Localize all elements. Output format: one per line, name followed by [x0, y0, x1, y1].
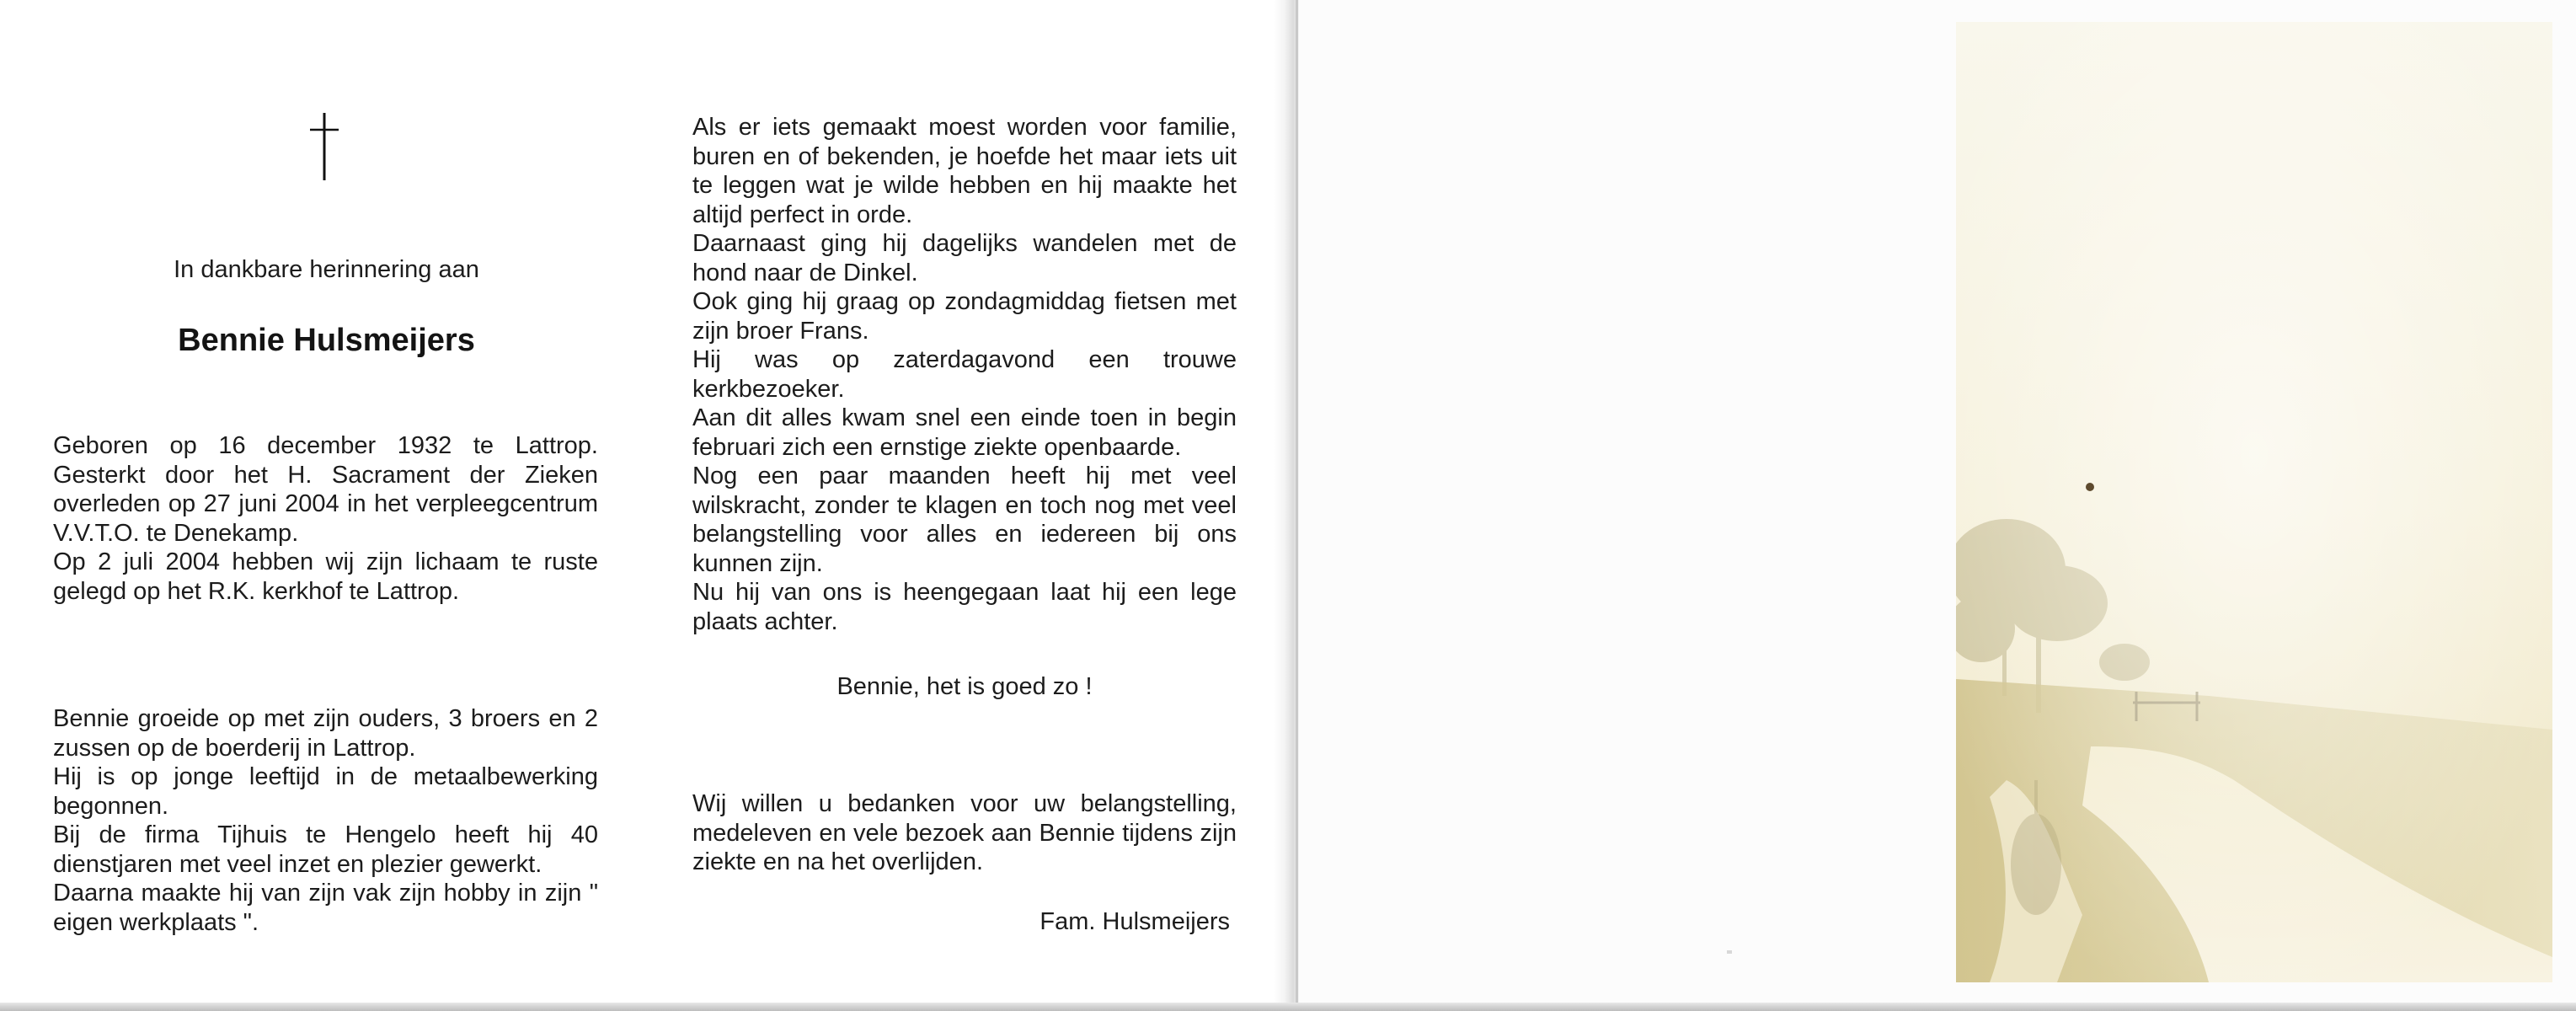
- deceased-name: Bennie Hulsmeijers: [178, 323, 475, 358]
- life-dates-paragraph: Geboren op 16 december 1932 te Lattrop. Gesterkt door het H. Sacrament der Zieken overleden op 27 juni 2004 in het verpleegcentrum V.V.T.O. te Denekamp.: [53, 432, 598, 547]
- character-block: [692, 113, 1237, 636]
- card-bottom-edge: [0, 1003, 2576, 1011]
- motto: Bennie, het is goed zo !: [836, 673, 1093, 700]
- dedication-line: In dankbare herinnering aan: [174, 256, 479, 283]
- hobby-paragraph: Daarna maakte hij van zijn vak zijn hobby in zijn " eigen werkplaats ".: [53, 880, 598, 936]
- burial-paragraph: Op 2 juli 2004 hebben wij zijn lichaam te ruste gelegd op het R.K. kerkhof te Lattrop.: [53, 548, 598, 605]
- biography-block: [53, 704, 598, 937]
- landscape-photo: [1956, 22, 2552, 982]
- helpful-paragraph: Als er iets gemaakt moest worden voor familie, buren en of bekenden, je hoefde het maar iets uit te leggen wat je wilde hebben en hij maakte het altijd perfect in orde.: [692, 114, 1237, 228]
- landscape-illustration: [1956, 22, 2552, 982]
- walking-paragraph: Daarnaast ging hij dagelijks wandelen met de hond naar de Dinkel.: [692, 230, 1237, 286]
- thanks-block: [692, 789, 1237, 877]
- thanks-paragraph: Wij willen u bedanken voor uw belangstelling, medeleven en vele bezoek aan Bennie tijdens zijn ziekte en na het overlijden.: [692, 790, 1237, 875]
- life-dates-block: [53, 431, 598, 606]
- illness-paragraph: Aan dit alles kwam snel een einde toen in begin februari zich een ernstige ziekte openbaarde.: [692, 404, 1237, 461]
- youth-paragraph: Bennie groeide op met zijn ouders, 3 broers en 2 zussen op de boerderij in Lattrop.: [53, 705, 598, 762]
- work-years-paragraph: Bij de firma Tijhuis te Hengelo heeft hij 40 dienstjaren met veel inzet en plezier gewerkt.: [53, 821, 598, 878]
- work-start-paragraph: Hij is op jonge leeftijd in de metaalbewerking begonnen.: [53, 763, 598, 820]
- card-fold-line: [1296, 0, 1298, 1011]
- cross-icon: [310, 113, 339, 180]
- farewell-paragraph: Nu hij van ons is heengegaan laat hij een lege plaats achter.: [692, 579, 1237, 635]
- willpower-paragraph: Nog een paar maanden heeft hij met veel wilskracht, zonder te klagen en toch nog met veel belangstelling voor alles en iedereen bij ons kunnen zijn.: [692, 463, 1237, 577]
- cycling-paragraph: Ook ging hij graag op zondagmiddag fietsen met zijn broer Frans.: [692, 288, 1237, 345]
- photo-speck: [2086, 483, 2094, 491]
- family-signature: Fam. Hulsmeijers: [1039, 908, 1230, 935]
- paper-mark: [1727, 950, 1732, 954]
- church-paragraph: Hij was op zaterdagavond een trouwe kerkbezoeker.: [692, 346, 1237, 403]
